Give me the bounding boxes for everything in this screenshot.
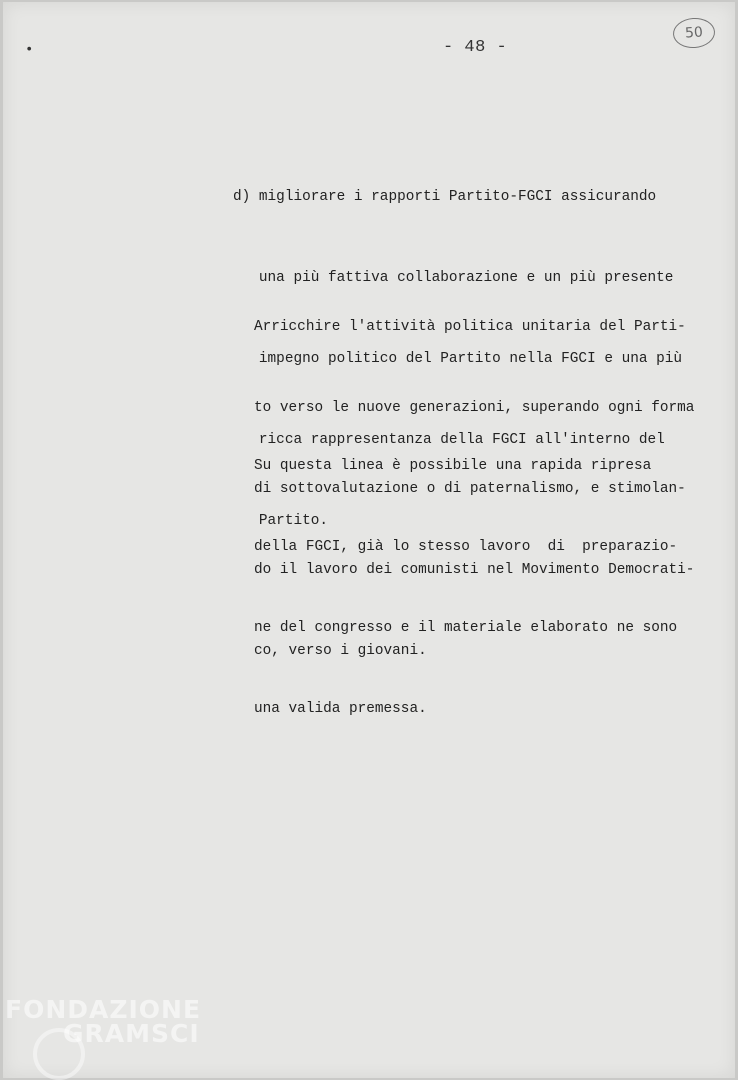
text-line: do il lavoro dei comunisti nel Movimento Democrati- bbox=[254, 562, 695, 578]
text-line: Su questa linea è possibile una rapida ripresa bbox=[254, 458, 652, 474]
stamp-number: 50 bbox=[684, 24, 704, 42]
text-line: d) migliorare i rapporti Partito-FGCI assicurando bbox=[233, 189, 657, 205]
archive-stamp bbox=[672, 17, 716, 50]
text-line: della FGCI, già lo stesso lavoro di preparazio- bbox=[254, 539, 678, 555]
text-line: di sottovalutazione o di paternalismo, e stimolan- bbox=[254, 481, 686, 497]
margin-dot-mark: • bbox=[25, 42, 34, 58]
paragraph-su-questa-linea bbox=[254, 399, 677, 777]
text-line: ricca rappresentanza della FGCI all'interno del bbox=[233, 432, 665, 448]
page-number: - 48 - bbox=[443, 38, 508, 57]
document-page bbox=[3, 2, 735, 1078]
watermark-line-2: GRAMSCI bbox=[63, 1019, 200, 1048]
text-line: Arricchire l'attività politica unitaria del Parti- bbox=[254, 319, 686, 335]
text-line: co, verso i giovani. bbox=[254, 643, 427, 659]
text-line: una più fattiva collaborazione e un più presente bbox=[233, 270, 674, 286]
fondazione-gramsci-watermark bbox=[5, 995, 202, 1048]
text-line: ne del congresso e il materiale elaborato ne sono bbox=[254, 620, 678, 636]
text-line: impegno politico del Partito nella FGCI e una più bbox=[233, 351, 683, 367]
text-line: Partito. bbox=[233, 513, 328, 529]
watermark-line-1: FONDAZIONE bbox=[5, 995, 202, 1024]
text-line: una valida premessa. bbox=[254, 701, 427, 717]
text-line: to verso le nuove generazioni, superando ogni forma bbox=[254, 400, 695, 416]
